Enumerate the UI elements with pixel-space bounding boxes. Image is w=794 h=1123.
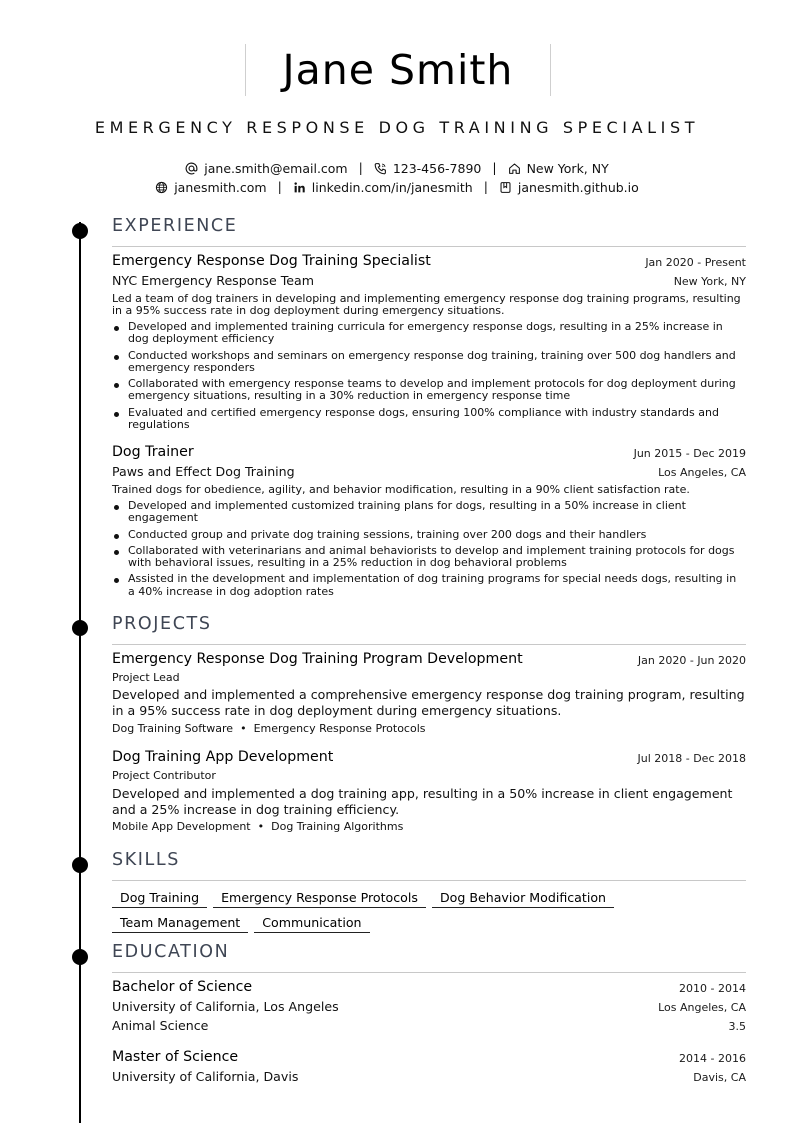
school-name: University of California, Davis [112, 1069, 299, 1084]
phone-link[interactable] [374, 161, 482, 176]
linkedin-icon [293, 181, 306, 194]
project-name: Emergency Response Dog Training Program Development [112, 651, 523, 667]
school-location: Davis, CA [693, 1071, 746, 1084]
website-link[interactable] [155, 180, 266, 195]
list-item: Conducted group and private dog training sessions, training over 200 dogs and their handlers [112, 529, 746, 541]
job-location: New York, NY [673, 275, 746, 288]
list-item: Developed and implemented training curricula for emergency response dogs, resulting in a 25% increase in dog deployment efficiency [112, 321, 746, 346]
project-name: Dog Training App Development [112, 749, 334, 765]
project-keywords [112, 722, 426, 735]
degree: Master of Science [112, 1049, 239, 1065]
company-name: NYC Emergency Response Team [112, 273, 315, 288]
education-date: 2014 - 2016 [679, 1052, 746, 1065]
separator: | [277, 179, 282, 194]
project-role: Project Lead [112, 671, 180, 684]
project-date: Jul 2018 - Dec 2018 [637, 752, 746, 765]
separator: | [492, 160, 497, 175]
gpa-score: 3.5 [728, 1020, 746, 1033]
timeline-line [79, 222, 81, 1123]
keyword: Dog Training Software [112, 722, 234, 735]
keyword-separator: • [257, 820, 265, 833]
contact-row-1 [0, 160, 794, 176]
candidate-name: Jane Smith [282, 46, 514, 94]
timeline-dot [72, 223, 88, 239]
contact-row-2 [0, 179, 794, 195]
location-text: New York, NY [526, 161, 609, 176]
job-location: Los Angeles, CA [658, 466, 746, 479]
section-title-education: EDUCATION [112, 942, 230, 962]
degree: Bachelor of Science [112, 979, 253, 995]
github-text: janesmith.github.io [517, 180, 639, 195]
linkedin-link[interactable] [293, 180, 473, 195]
section-rule [112, 972, 746, 973]
project-role: Project Contributor [112, 769, 216, 782]
school-name: University of California, Los Angeles [112, 999, 339, 1014]
experience-1-highlights [112, 321, 746, 431]
timeline-dot [72, 620, 88, 636]
keyword: Mobile App Development [112, 820, 251, 833]
home-icon [508, 162, 521, 175]
timeline-dot [72, 949, 88, 965]
keyword: Emergency Response Protocols [253, 722, 426, 735]
project-date: Jan 2020 - Jun 2020 [637, 654, 746, 667]
job-date: Jan 2020 - Present [645, 256, 746, 269]
skills-list [112, 887, 752, 937]
list-item: Collaborated with veterinarians and animal behaviorists to develop and implement training protocols for dogs with behavioral issues, resulting in a 25% reduction in dog behavioral problems [112, 545, 746, 570]
website-text: janesmith.com [174, 180, 267, 195]
phone-text: 123-456-7890 [392, 161, 482, 176]
list-item: Collaborated with emergency response teams to develop and implement protocols for dog deployment during emergency situations, resulting in a 30% reduction in emergency response time [112, 378, 746, 403]
company-name: Paws and Effect Dog Training [112, 464, 295, 479]
section-title-skills: SKILLS [112, 850, 180, 870]
school-location: Los Angeles, CA [658, 1001, 746, 1014]
separator: | [358, 160, 363, 175]
location [508, 161, 609, 176]
list-item: Conducted workshops and seminars on emergency response dog training, training over 500 dog handlers and emergency responders [112, 350, 746, 375]
keyword: Dog Training Algorithms [271, 820, 404, 833]
timeline-dot [72, 857, 88, 873]
linkedin-text: linkedin.com/in/janesmith [311, 180, 473, 195]
keyword-separator: • [240, 722, 247, 735]
bookmark-icon [499, 181, 512, 194]
job-summary: Led a team of dog trainers in developing and implementing emergency response dog training programs, resulting in a 95% success rate in dog deployment during emergency situations. [112, 292, 741, 318]
email-link[interactable] [185, 161, 347, 176]
section-rule [112, 644, 746, 645]
skill-chip: Team Management [112, 915, 248, 933]
email-text: jane.smith@email.com [204, 161, 348, 176]
job-date: Jun 2015 - Dec 2019 [633, 447, 746, 460]
list-item: Assisted in the development and implementation of dog training programs for special needs dogs, resulting in a 40% increase in dog adoption rates [112, 573, 746, 598]
list-item: Evaluated and certified emergency response dogs, ensuring 100% compliance with industry standards and regulations [112, 407, 746, 432]
skill-chip: Communication [254, 915, 369, 933]
list-item: Developed and implemented customized training plans for dogs, resulting in a 50% increase in client engagement [112, 500, 746, 525]
at-icon [185, 162, 198, 175]
section-rule [112, 246, 746, 247]
phone-icon [374, 162, 387, 175]
skill-chip: Emergency Response Protocols [213, 890, 426, 908]
project-keywords [112, 820, 403, 833]
skill-chip: Dog Behavior Modification [432, 890, 614, 908]
job-title: Dog Trainer [112, 444, 194, 460]
field-of-study: Animal Science [112, 1018, 209, 1033]
headline: EMERGENCY RESPONSE DOG TRAINING SPECIALIST [94, 118, 700, 137]
experience-2-highlights [112, 500, 746, 598]
separator: | [483, 179, 488, 194]
education-date: 2010 - 2014 [679, 982, 746, 995]
project-description: Developed and implemented a dog training app, resulting in a 50% increase in client engagement and a 25% increase in dog training efficiency. [112, 786, 733, 817]
skill-chip: Dog Training [112, 890, 207, 908]
section-title-projects: PROJECTS [112, 614, 212, 634]
github-link[interactable] [499, 180, 639, 195]
name-frame [245, 44, 551, 96]
section-title-experience: EXPERIENCE [112, 216, 238, 236]
job-title: Emergency Response Dog Training Specialist [112, 253, 431, 269]
job-summary: Trained dogs for obedience, agility, and behavior modification, resulting in a 90% client satisfaction rate. [112, 483, 690, 496]
project-description: Developed and implemented a comprehensive emergency response dog training program, resulting in a 95% success rate in dog deployment during emergency situations. [112, 687, 745, 718]
globe-icon [155, 181, 168, 194]
section-rule [112, 880, 746, 881]
